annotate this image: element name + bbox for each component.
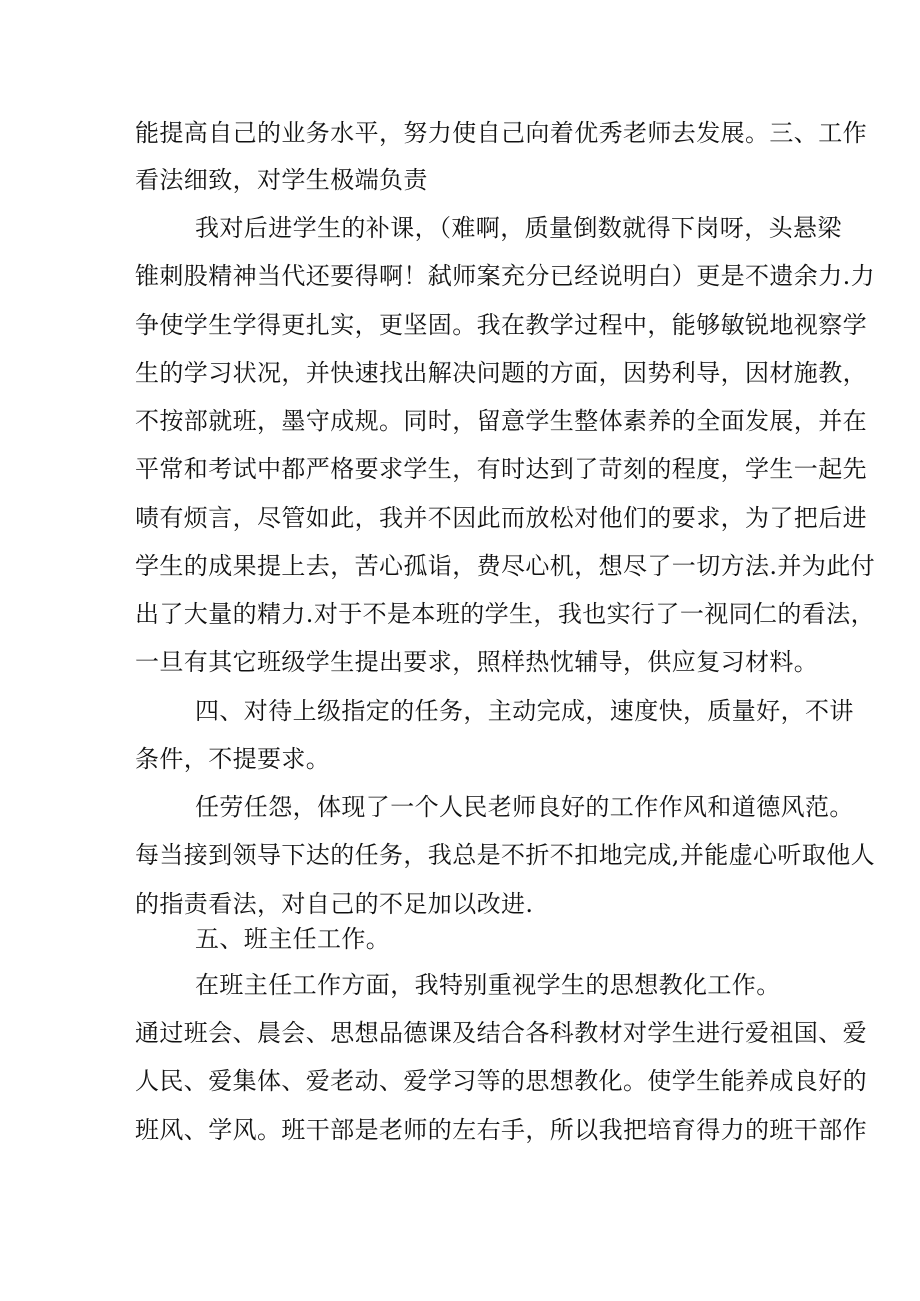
- section-heading: 五、班主任工作。: [195, 925, 391, 953]
- text-line-7: 不按部就班，墨守成规。同时，留意学生整体素养的全面发展，并在: [135, 407, 867, 435]
- text-line-3: 我对后进学生的补课，（难啊，质量倒数就得下岗呀，头悬梁: [195, 214, 842, 242]
- text-line-4: 锥刺股精神当代还要得啊！弑师案充分已经说明白）更是不遗余力.力: [135, 262, 876, 290]
- text-line-8: 平常和考试中都严格要求学生，有时达到了苛刻的程度，学生一起先: [135, 455, 867, 483]
- text-line-9: 啧有烦言，尽管如此，我并不因此而放松对他们的要求，为了把后进: [135, 504, 867, 532]
- text-line-15: 任劳任怨，体现了一个人民老师良好的工作作风和道德风范。: [195, 793, 854, 821]
- text-line-22: 班风、学风。班干部是老师的左右手，所以我把培育得力的班干部作: [135, 1116, 867, 1144]
- text-line-1: 能提高自己的业务水平，努力使自己向着优秀老师去发展。三、工作: [135, 119, 867, 147]
- text-line-6: 生的学习状况，并快速找出解决问题的方面，因势利导，因材施教，: [135, 359, 867, 387]
- text-line-19: 在班主任工作方面，我特别重视学生的思想教化工作。: [195, 971, 781, 999]
- text-line-21: 人民、爱集体、爱老动、爱学习等的思想教化。使学生能养成良好的: [135, 1067, 867, 1095]
- text-line-5: 争使学生学得更扎实，更坚固。我在教学过程中，能够敏锐地视察学: [135, 311, 867, 339]
- text-line-10: 学生的成果提上去，苦心孤诣，费尽心机，想尽了一切方法.并为此付: [135, 552, 876, 580]
- text-line-14: 条件，不提要求。: [135, 745, 331, 773]
- text-line-11: 出了大量的精力.对于不是本班的学生，我也实行了一视同仁的看法，: [135, 600, 876, 628]
- text-line-16: 每当接到领导下达的任务，我总是不折不扣地完成,并能虚心听取他人: [135, 841, 876, 869]
- text-line-20: 通过班会、晨会、思想品德课及结合各科教材对学生进行爱祖国、爱: [135, 1019, 867, 1047]
- text-line-13: 四、对待上级指定的任务，主动完成，速度快，质量好，不讲: [195, 697, 854, 725]
- text-line-2: 看法细致，对学生极端负责: [135, 166, 428, 194]
- text-line-17: 的指责看法，对自己的不足加以改进.: [135, 890, 534, 918]
- text-line-12: 一旦有其它班级学生提出要求，照样热忱辅导，供应复习材料。: [135, 648, 819, 676]
